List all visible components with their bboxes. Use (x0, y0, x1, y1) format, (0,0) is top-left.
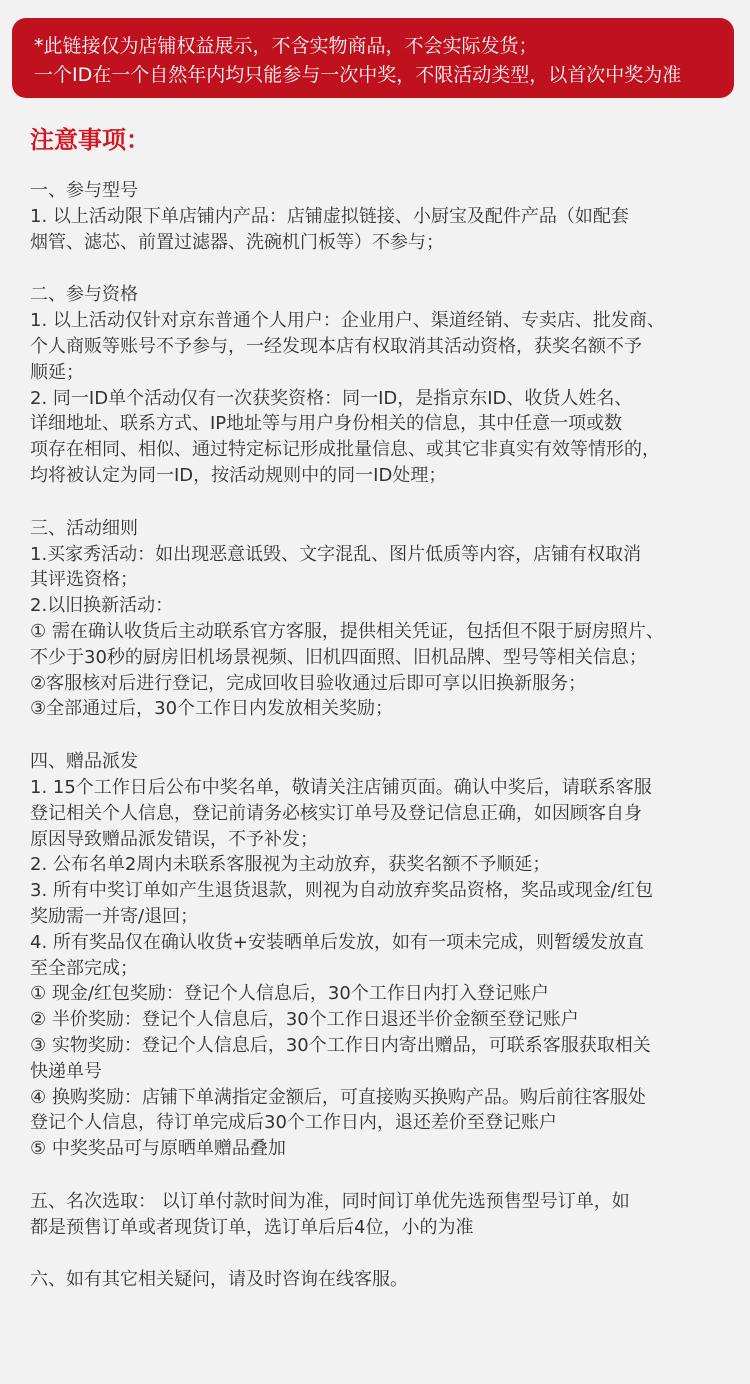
section-line: ③全部通过后，30个工作日内发放相关奖励； (30, 698, 394, 720)
section-line: 至全部完成； (30, 957, 138, 979)
section-heading: 三、活动细则 (30, 517, 138, 539)
section-line: 4. 所有奖品仅在确认收货+安装晒单后发放，如有一项未完成，则暂缓发放直 (30, 931, 644, 953)
section-line: 快递单号 (30, 1060, 102, 1082)
section-heading: 一、参与型号 (30, 180, 138, 201)
section-line: ②客服核对后进行登记，完成回收目验收通过后即可享以旧换新服务； (30, 672, 587, 694)
section-line: 2. 公布名单2周内未联系客服视为主动放弃，获奖名额不予顺延； (30, 854, 551, 876)
section-line: 3. 所有中奖订单如产生退货退款，则视为自动放弃奖品资格，奖品或现金/红包 (30, 880, 653, 902)
section-line: 个人商贩等账号不予参与，一经发现本店有权取消其活动资格，获奖名额不予 (30, 335, 642, 357)
banner-line: 一个ID在一个自然年内均只能参与一次中奖，不限活动类型，以首次中奖为准 (34, 64, 682, 86)
section-line: 1. 以上活动限下单店铺内产品：店铺虚拟链接、小厨宝及配件产品（如配套 (30, 205, 629, 227)
section-activity-rules (30, 516, 735, 722)
section-line: 1. 15个工作日后公布中奖名单，敬请关注店铺页面。确认中奖后，请联系客服 (30, 776, 652, 798)
section-eligibility (30, 282, 735, 488)
section-line: ③ 实物奖励：登记个人信息后，30个工作日内寄出赠品，可联系客服获取相关 (30, 1034, 651, 1056)
notice-banner (12, 18, 734, 98)
section-line: 详细地址、联系方式、IP地址等与用户身份相关的信息，其中任意一项或数 (30, 413, 623, 435)
section-line: 烟管、滤芯、前置过滤器、洗碗机门板等）不参与； (30, 231, 444, 253)
section-participating-models (30, 178, 735, 255)
section-line: 项存在相同、相似、通过特定标记形成批量信息、或其它非真实有效等情形的， (30, 439, 660, 461)
section-ranking-selection (30, 1189, 735, 1241)
section-line: 都是预售订单或者现货订单，选订单后后4位，小的为准 (30, 1216, 474, 1238)
section-heading: 六、如有其它相关疑问，请及时咨询在线客服。 (30, 1269, 408, 1291)
section-heading: 二、参与资格 (30, 284, 138, 306)
section-line: ① 现金/红包奖励：登记个人信息后，30个工作日内打入登记账户 (30, 983, 549, 1005)
section-line: ④ 换购奖励：店铺下单满指定金额后，可直接购买换购产品。购后前往客服处 (30, 1086, 646, 1108)
section-line: 1.买家秀活动：如出现恶意诋毁、文字混乱、图片低质等内容，店铺有权取消 (30, 543, 642, 565)
section-line: ① 需在确认收货后主动联系官方客服，提供相关凭证，包括但不限于厨房照片、 (30, 620, 664, 642)
section-line: 均将被认定为同一ID，按活动规则中的同一ID处理； (30, 464, 447, 486)
section-line: 顺延； (30, 361, 84, 383)
notice-content (30, 178, 735, 1320)
section-line: ⑤ 中奖奖品可与原晒单赠品叠加 (30, 1138, 286, 1160)
banner-line: *此链接仅为店铺权益展示，不含实物商品，不会实际发货； (34, 35, 538, 57)
section-line: 不少于30秒的厨房旧机场景视频、旧机四面照、旧机品牌、型号等相关信息； (30, 646, 647, 668)
section-line: 登记个人信息，待订单完成后30个工作日内，退还差价至登记账户 (30, 1112, 557, 1134)
section-line: 奖励需一并寄/退回； (30, 905, 199, 927)
section-gift-distribution (30, 749, 735, 1162)
section-contact-service (30, 1267, 735, 1293)
section-line: ② 半价奖励：登记个人信息后，30个工作日退还半价金额至登记账户 (30, 1009, 579, 1031)
section-line: 原因导致赠品派发错误，不予补发； (30, 828, 318, 850)
section-line: 登记相关个人信息，登记前请务必核实订单号及登记信息正确，如因顾客自身 (30, 802, 642, 824)
section-line: 1. 以上活动仅针对京东普通个人用户：企业用户、渠道经销、专卖店、批发商、 (30, 310, 665, 332)
notice-title: 注意事项： (30, 126, 150, 154)
section-heading: 四、赠品派发 (30, 751, 138, 773)
section-line: 2. 同一ID单个活动仅有一次获奖资格：同一ID，是指京东ID、收货人姓名、 (30, 387, 633, 409)
section-line: 其评选资格； (30, 569, 138, 591)
section-heading: 五、名次选取： 以订单付款时间为准，同时间订单优先选预售型号订单，如 (30, 1190, 630, 1212)
section-line: 2.以旧换新活动： (30, 595, 174, 617)
